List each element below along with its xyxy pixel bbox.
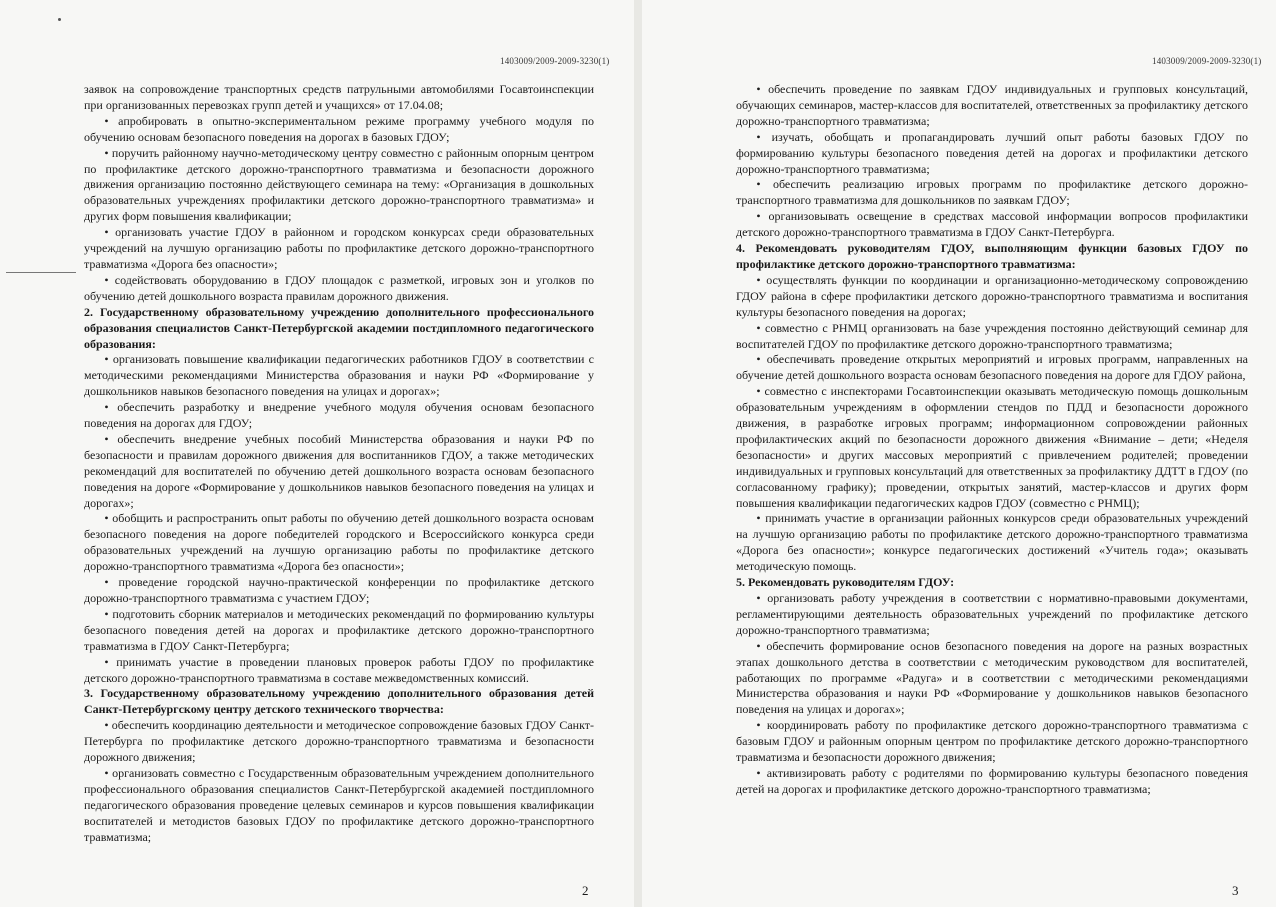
section-heading: 4. Рекомендовать руководителям ГДОУ, выполняющим функции базовых ГДОУ по профилактике детского дорожно-транспортного травматизма: <box>736 241 1248 271</box>
list-item: • организовать совместно с Государственным образовательным учреждением дополнительного профессионального образования специалистов Санкт-Петербургской академией постдипломного педагогического образования проведение целевых семинаров и курсов повышения квалификации воспитателей и методистов базовых ГДОУ по профилактике детского дорожно-транспортного травматизма; <box>84 766 594 846</box>
document-id: 1403009/2009-2009-3230(1) <box>1152 56 1262 66</box>
list-item: • обеспечить разработку и внедрение учебного модуля обучения основам безопасного поведения на дорогах для ГДОУ; <box>84 400 594 432</box>
list-item: • обеспечить формирование основ безопасного поведения на дороге на разных возрастных этапах дошкольного детства в соответствии с методическим руководством для воспитателей, работающих по программе «Радуга» и в соответствии с методическими рекомендациями Министерства образования и науки РФ «Формирование у дошкольников навыков безопасного поведения на улицах и дорогах»; <box>736 639 1248 719</box>
section-heading: 5. Рекомендовать руководителям ГДОУ: <box>736 575 955 590</box>
left-page <box>0 0 634 907</box>
list-item: • организовать участие ГДОУ в районном и городском конкурсах среди образовательных учреждений на лучшую организацию работы по профилактике детского дорожно-транспортного травматизма «Дорога без опасности»; <box>84 225 594 273</box>
list-item: • обеспечить проведение по заявкам ГДОУ индивидуальных и групповых консультаций, обучающих семинаров, мастер-классов для воспитателей, ответственных за профилактику детского дорожно-транспортного травматизма; <box>736 82 1248 130</box>
right-page <box>642 0 1276 907</box>
list-item: • организовать повышение квалификации педагогических работников ГДОУ в соответствии с методическими рекомендациями Министерства образования и науки РФ «Формирование у дошкольников навыков безопасного поведения на улицах и дорогах»; <box>84 352 594 400</box>
list-item: • апробировать в опытно-экспериментальном режиме программу учебного модуля по обучению основам безопасного поведения на дорогах в базовых ГДОУ; <box>84 114 594 146</box>
list-item: • совместно с инспекторами Госавтоинспекции оказывать методическую помощь дошкольным образовательным учреждениям в оформлении стендов по ПДД и безопасности дорожного движения, в разработке игровых программ; информационном сопровождении районных профилактических акций по безопасности дорожного движения «Внимание – дети; «Неделя безопасности» и других массовых мероприятий с привлечением родителей; проведении индивидуальных и групповых консультаций для ответственных за профилактику ДДТТ в ГДОУ (по согласованному графику); проведении, открытых занятий, мастер-классов и других форм повышения квалификации педагогических кадров ГДОУ (совместно с РНМЦ); <box>736 384 1248 511</box>
list-item: • совместно с РНМЦ организовать на базе учреждения постоянно действующий семинар для воспитателей ГДОУ по профилактике детского дорожно-транспортного травматизма; <box>736 321 1248 353</box>
page-number: 2 <box>582 883 589 898</box>
list-item: • осуществлять функции по координации и организационно-методическому сопровождению ГДОУ района в сфере профилактики детского дорожно-транспортного травматизма и воспитания культуры безопасного поведения на дорогах; <box>736 273 1248 321</box>
page-number: 3 <box>1232 883 1239 898</box>
list-item: • принимать участие в организации районных конкурсов среди образовательных учреждений на лучшую организацию работы по профилактике детского дорожно-транспортного травматизма «Дорога без опасности»; конкурсе педагогических достижений «Учитель года»; оказывать методическую помощь. <box>736 511 1248 575</box>
list-item: • проведение городской научно-практической конференции по профилактике детского дорожно-транспортного травматизма с участием ГДОУ; <box>84 575 594 607</box>
section-heading: 3. Государственному образовательному учреждению дополнительного образования детей Санкт-Петербургскому центру детского технического творчества: <box>84 686 594 717</box>
left-page-text <box>84 82 594 846</box>
list-item: • поручить районному научно-методическому центру совместно с районным опорным центром по профилактике детского дорожно-транспортного травматизма и безопасности дорожного движения организацию постоянно действующего семинара на тему: «Организация в дошкольных образовательных учреждениях профилактики детского дорожно-транспортного травматизма» и других форм повышения квалификации; <box>84 146 594 226</box>
paragraph: заявок на сопровождение транспортных средств патрульными автомобилями Госавтоинспекции при организованных перевозках групп детей и учащихся» от 17.04.08; <box>84 82 594 112</box>
list-item: • координировать работу по профилактике детского дорожно-транспортного травматизма с базовым ГДОУ и районным опорным центром по профилактике детского дорожно-транспортного травматизма и безопасности дорожного движения; <box>736 718 1248 766</box>
scan-artifact-line <box>6 272 76 273</box>
list-item: • организовывать освещение в средствах массовой информации вопросов профилактики детского дорожно-транспортного травматизма в ГДОУ Санкт-Петербурга. <box>736 209 1248 241</box>
list-item: • подготовить сборник материалов и методических рекомендаций по формированию культуры безопасного поведения детей на дорогах и профилактике детского дорожно-транспортного травматизма в ГДОУ Санкт-Петербурга; <box>84 607 594 655</box>
list-item: • обеспечить внедрение учебных пособий Министерства образования и науки РФ по безопасности и правилам дорожного движения для воспитанников ГДОУ, а также методических рекомендаций для воспитателей по обучению детей дошкольного возраста основам безопасного поведения на дороге «Формирование у дошкольников навыков безопасного поведения на улицах и дорогах»; <box>84 432 594 512</box>
list-item: • обеспечивать проведение открытых мероприятий и игровых программ, направленных на обучение детей дошкольного возраста основам безопасного поведения на дороге для ГДОУ района, <box>736 352 1248 384</box>
list-item: • принимать участие в проведении плановых проверок работы ГДОУ по профилактике детского дорожно-транспортного травматизма в составе межведомственных комиссий. <box>84 655 594 687</box>
list-item: • изучать, обобщать и пропагандировать лучший опыт работы базовых ГДОУ по формированию культуры безопасного поведения детей на дорогах и профилактики детского дорожно-транспортного травматизма; <box>736 130 1248 178</box>
list-item: • содействовать оборудованию в ГДОУ площадок с разметкой, игровых зон и уголков по обучению детей дошкольного возраста правилам дорожного движения. <box>84 273 594 305</box>
scan-speck <box>58 18 61 21</box>
section-heading: 2. Государственному образовательному учреждению дополнительного профессионального образования специалистов Санкт-Петербургской академии постдипломного педагогического образования: <box>84 304 594 351</box>
list-item: • обеспечить координацию деятельности и методическое сопровождение базовых ГДОУ Санкт-Петербурга по профилактике детского дорожно-транспортного травматизма и безопасности дорожного движения; <box>84 718 594 766</box>
page-gutter <box>634 0 642 907</box>
list-item: • обобщить и распространить опыт работы по обучению детей дошкольного возраста основам безопасного поведения на дороге победителей городского и Всероссийского конкурса среди образовательных учреждений на лучшую организацию работы по профилактике детского дорожно-транспортного травматизма «Дорога без опасности»; <box>84 511 594 575</box>
document-id: 1403009/2009-2009-3230(1) <box>500 56 610 66</box>
right-page-text <box>736 82 1248 798</box>
list-item: • организовать работу учреждения в соответствии с нормативно-правовыми документами, регламентирующими деятельность образовательных учреждений по профилактике детского дорожно-транспортного травматизма; <box>736 591 1248 639</box>
list-item: • активизировать работу с родителями по формированию культуры безопасного поведения детей на дорогах и профилактике детского дорожно-транспортного травматизма; <box>736 766 1248 798</box>
list-item: • обеспечить реализацию игровых программ по профилактике детского дорожно-транспортного травматизма для дошкольников по заявкам ГДОУ; <box>736 177 1248 209</box>
